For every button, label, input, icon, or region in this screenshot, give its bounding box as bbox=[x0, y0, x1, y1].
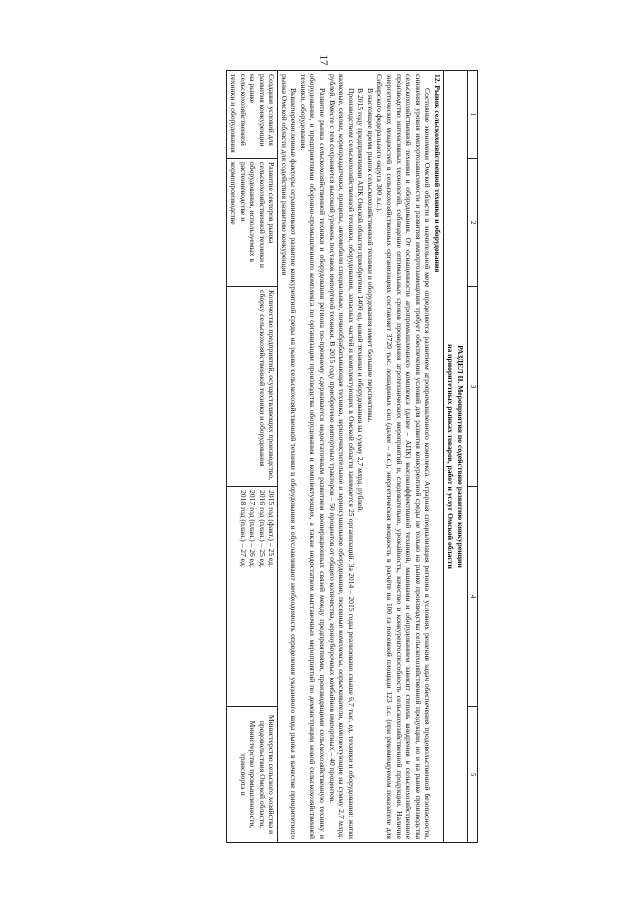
market-description bbox=[278, 71, 444, 843]
section-title bbox=[443, 71, 467, 843]
measure-indicator: Количество предприятий, осуществляющих производство, сборку сельскохозяйственной техники и оборудования bbox=[227, 287, 278, 487]
measure-goal: Создание условий для развития конкуренции на рынке сельскохозяйственной техники и оборудования bbox=[227, 71, 278, 159]
market-paragraph: Вышеперечисленные факторы ограничивают развитие конкурентной среды на рынке сельскохозяйственной техники и оборудования и обуславливают необходимость определения указанного вида рынка в качестве приоритетного рынка Омской области для содействия развитию конкуренции bbox=[279, 74, 299, 839]
market-heading: 12. Рынок сельскохозяйственной техники и оборудования bbox=[432, 74, 442, 273]
column-number: 5 bbox=[467, 707, 477, 843]
column-number: 2 bbox=[467, 159, 477, 287]
market-paragraph: Производством сельскохозяйственной техники, оборудования, запасных частей и комплектующих в Омской области занимается 25 организаций. За 2014 – 2015 годы реализовано свыше 6,7 тыс. ед. техники и оборудования: жатки валковые, сеялки, кормораздатчики, прицепы, автомобили специальные, почвообрабатывающая техника, зерноочистительное и зерносушильное оборудование, посевные комплексы, опрыскиватели, комплектующие на сумму 2,7 млрд. рублей. Вместе с тем сохраняется высокий уровень поставок импортной техники. В 2015 году приобретено импортных тракторов – 50 процентов от общего количества, зерноуборочных комбайнов импортных – 40 процентов. bbox=[327, 74, 356, 839]
section-title-line: на приоритетных рынках товаров, работ и услуг Омской области bbox=[446, 344, 456, 569]
column-number: 4 bbox=[467, 487, 477, 707]
market-paragraph: В настоящее время рынок сельскохозяйственной техники и оборудования имеет большие перспективы. bbox=[365, 88, 375, 423]
market-paragraph: Развитие рынка сельскохозяйственной техники и оборудования региона по-прежнему сдерживается недостаточным развитием кооперационных связей между предприятиями, производящими сельскохозяйственную технику и оборудование, и предприятиями оборонно-промышленного комплекса по организации производства оборудования и комплектующих, а также недостатком выставочных мероприятий по демонстрации новой сельскохозяйственной техники, оборудования. bbox=[298, 74, 328, 839]
market-paragraph: Состояние экономики Омской области в значительной мере определяется развитием агропромышленного комплекса. Аграрная специализация региона в условиях решения задач обеспечения продовольственной безопасности, снижения уровня импортозависимости и развития импортозамещения требует обеспечения условий для развития конкурентной среды не только на рынке производства сельскохозяйственной продукции, но и на рынке производства сельскохозяйственной техники и оборудования. От оснащенности агропромышленного комплекса (далее – АПК) высокоэффективной техникой, машинами и оборудованием зависит степень внедрения в сельскохозяйственное производство интенсивных технологий, соблюдение оптимальных сроков проведения агротехнических мероприятий и, следовательно, урожайность, качество и конкурентоспособность сельскохозяйственной продукции. Наличие энергетических мощностей в сельскохозяйственных организациях составляет 3720 тыс. лошадиных сил (далее – л.с.), энергетическая мощность в расчёте на 100 га посевной площади 123 л.с. (при рекомендуемом показателе для Сибирского федерального округа 300 л.с.). bbox=[375, 74, 433, 839]
column-number: 1 bbox=[467, 71, 477, 159]
market-description-row bbox=[278, 71, 444, 843]
section-title-row bbox=[443, 71, 467, 843]
column-number: 3 bbox=[467, 287, 477, 487]
market-paragraph: В 2015 году предприятиями АПК Омской области приобретено 1400 ед. новой техники и оборудования на сумму 2,7 млрд. рублей. bbox=[356, 88, 366, 513]
target-value: 2016 год (план.) – 25 ед. bbox=[257, 490, 267, 568]
target-value: 2015 год (факт.) – 25 ед. bbox=[267, 490, 277, 568]
measure-action: Развитие секторов рынка сельскохозяйственной техники и оборудования, используемых в растениеводстве и кормопроизводстве bbox=[227, 159, 278, 287]
target-value: 2017 год (план.) – 26 ед. bbox=[248, 490, 258, 568]
measure-targets bbox=[227, 487, 278, 707]
document-table-container bbox=[58, 70, 478, 842]
section-title-line: РАЗДЕЛ II. Мероприятия по содействию развитию конкуренции bbox=[455, 345, 465, 568]
measure-responsible: Министерство сельского хозяйства и продовольствия Омской области, Министерство промышленности, транспорта и bbox=[227, 707, 278, 843]
rotated-page-area bbox=[58, 70, 478, 842]
page-number: 17 bbox=[317, 54, 330, 66]
measure-row bbox=[227, 71, 278, 843]
column-number-row bbox=[467, 71, 477, 843]
target-value: 2018 год (план.) – 27 ед. bbox=[238, 490, 248, 568]
measures-table bbox=[226, 70, 478, 843]
